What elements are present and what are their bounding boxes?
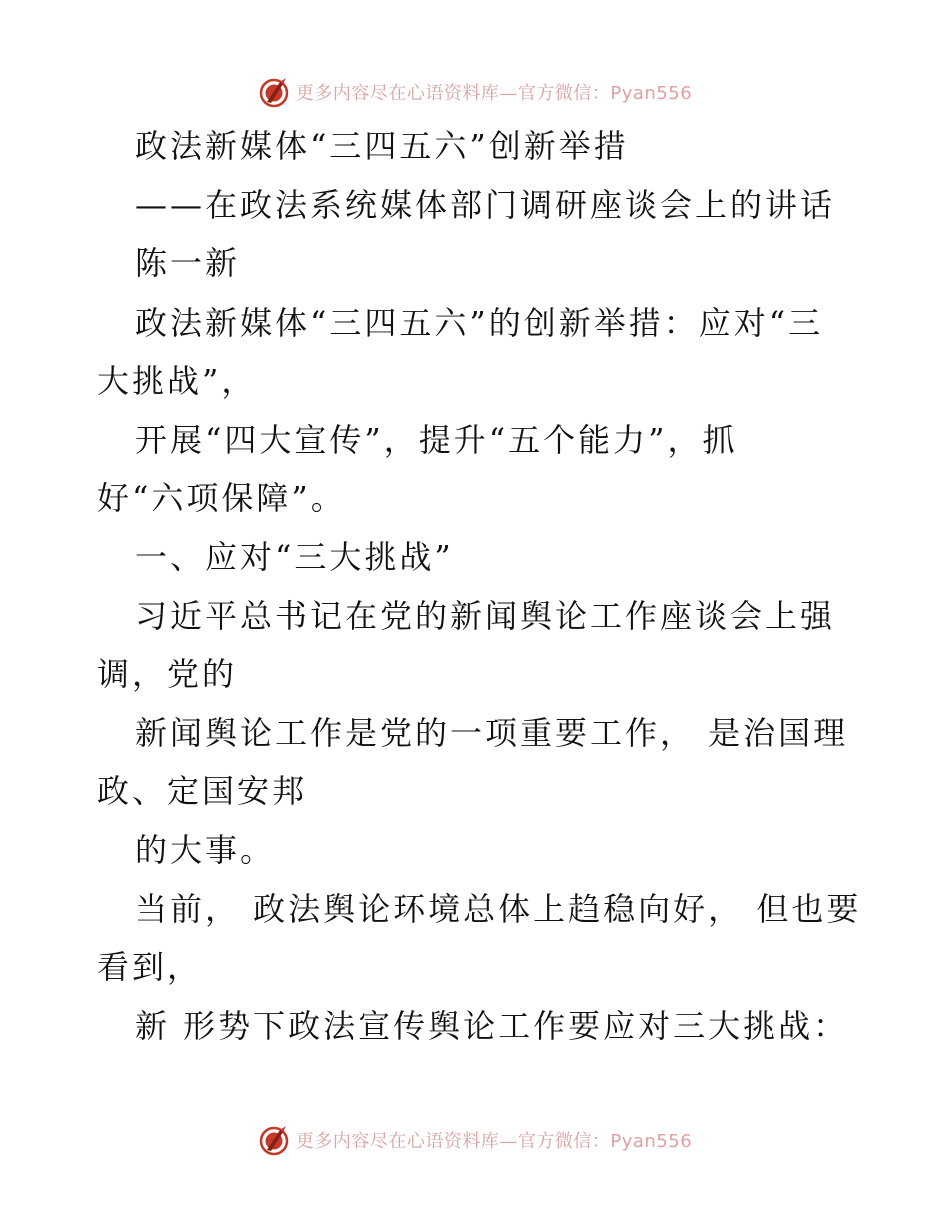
paragraph-line: 当前， 政法舆论环境总体上趋稳向好， 但也要 [135,890,862,928]
paragraph-line: 政、定国安邦 [97,772,308,810]
document-subtitle: ——在政法系统媒体部门调研座谈会上的讲话 [135,186,836,224]
document-title: 政法新媒体“三四五六”创新举措 [135,127,629,165]
watermark-text: 更多内容尽在心语资料库—官方微信：Pyan556 [295,83,693,104]
document-author: 陈一新 [135,244,241,282]
header-watermark [0,72,950,112]
paragraph-line: 大挑战”， [97,362,257,400]
paragraph-line: 开展“四大宣传”，提升“五个能力”，抓 [135,421,738,459]
section-heading: 一、应对“三大挑战” [135,538,454,576]
paragraph-line: 新 形势下政法宣传舆论工作要应对三大挑战： [135,1007,849,1045]
paragraph-line: 调，党的 [97,655,238,693]
footer-watermark [0,1120,950,1160]
paragraph-line: 看到， [97,948,203,986]
paragraph-line: 习近平总书记在党的新闻舆论工作座谈会上强 [135,597,836,635]
paragraph-line: 政法新媒体“三四五六”的创新举措：应对“三 [135,304,824,342]
paragraph-line: 的大事。 [135,831,276,869]
paragraph-line: 好“六项保障”。 [97,479,346,517]
paragraph-line: 新闻舆论工作是党的一项重要工作， 是治国理 [135,714,849,752]
quill-pen-seal-icon [258,76,290,108]
quill-pen-seal-icon [258,1124,290,1156]
watermark-text: 更多内容尽在心语资料库—官方微信：Pyan556 [295,1131,693,1152]
